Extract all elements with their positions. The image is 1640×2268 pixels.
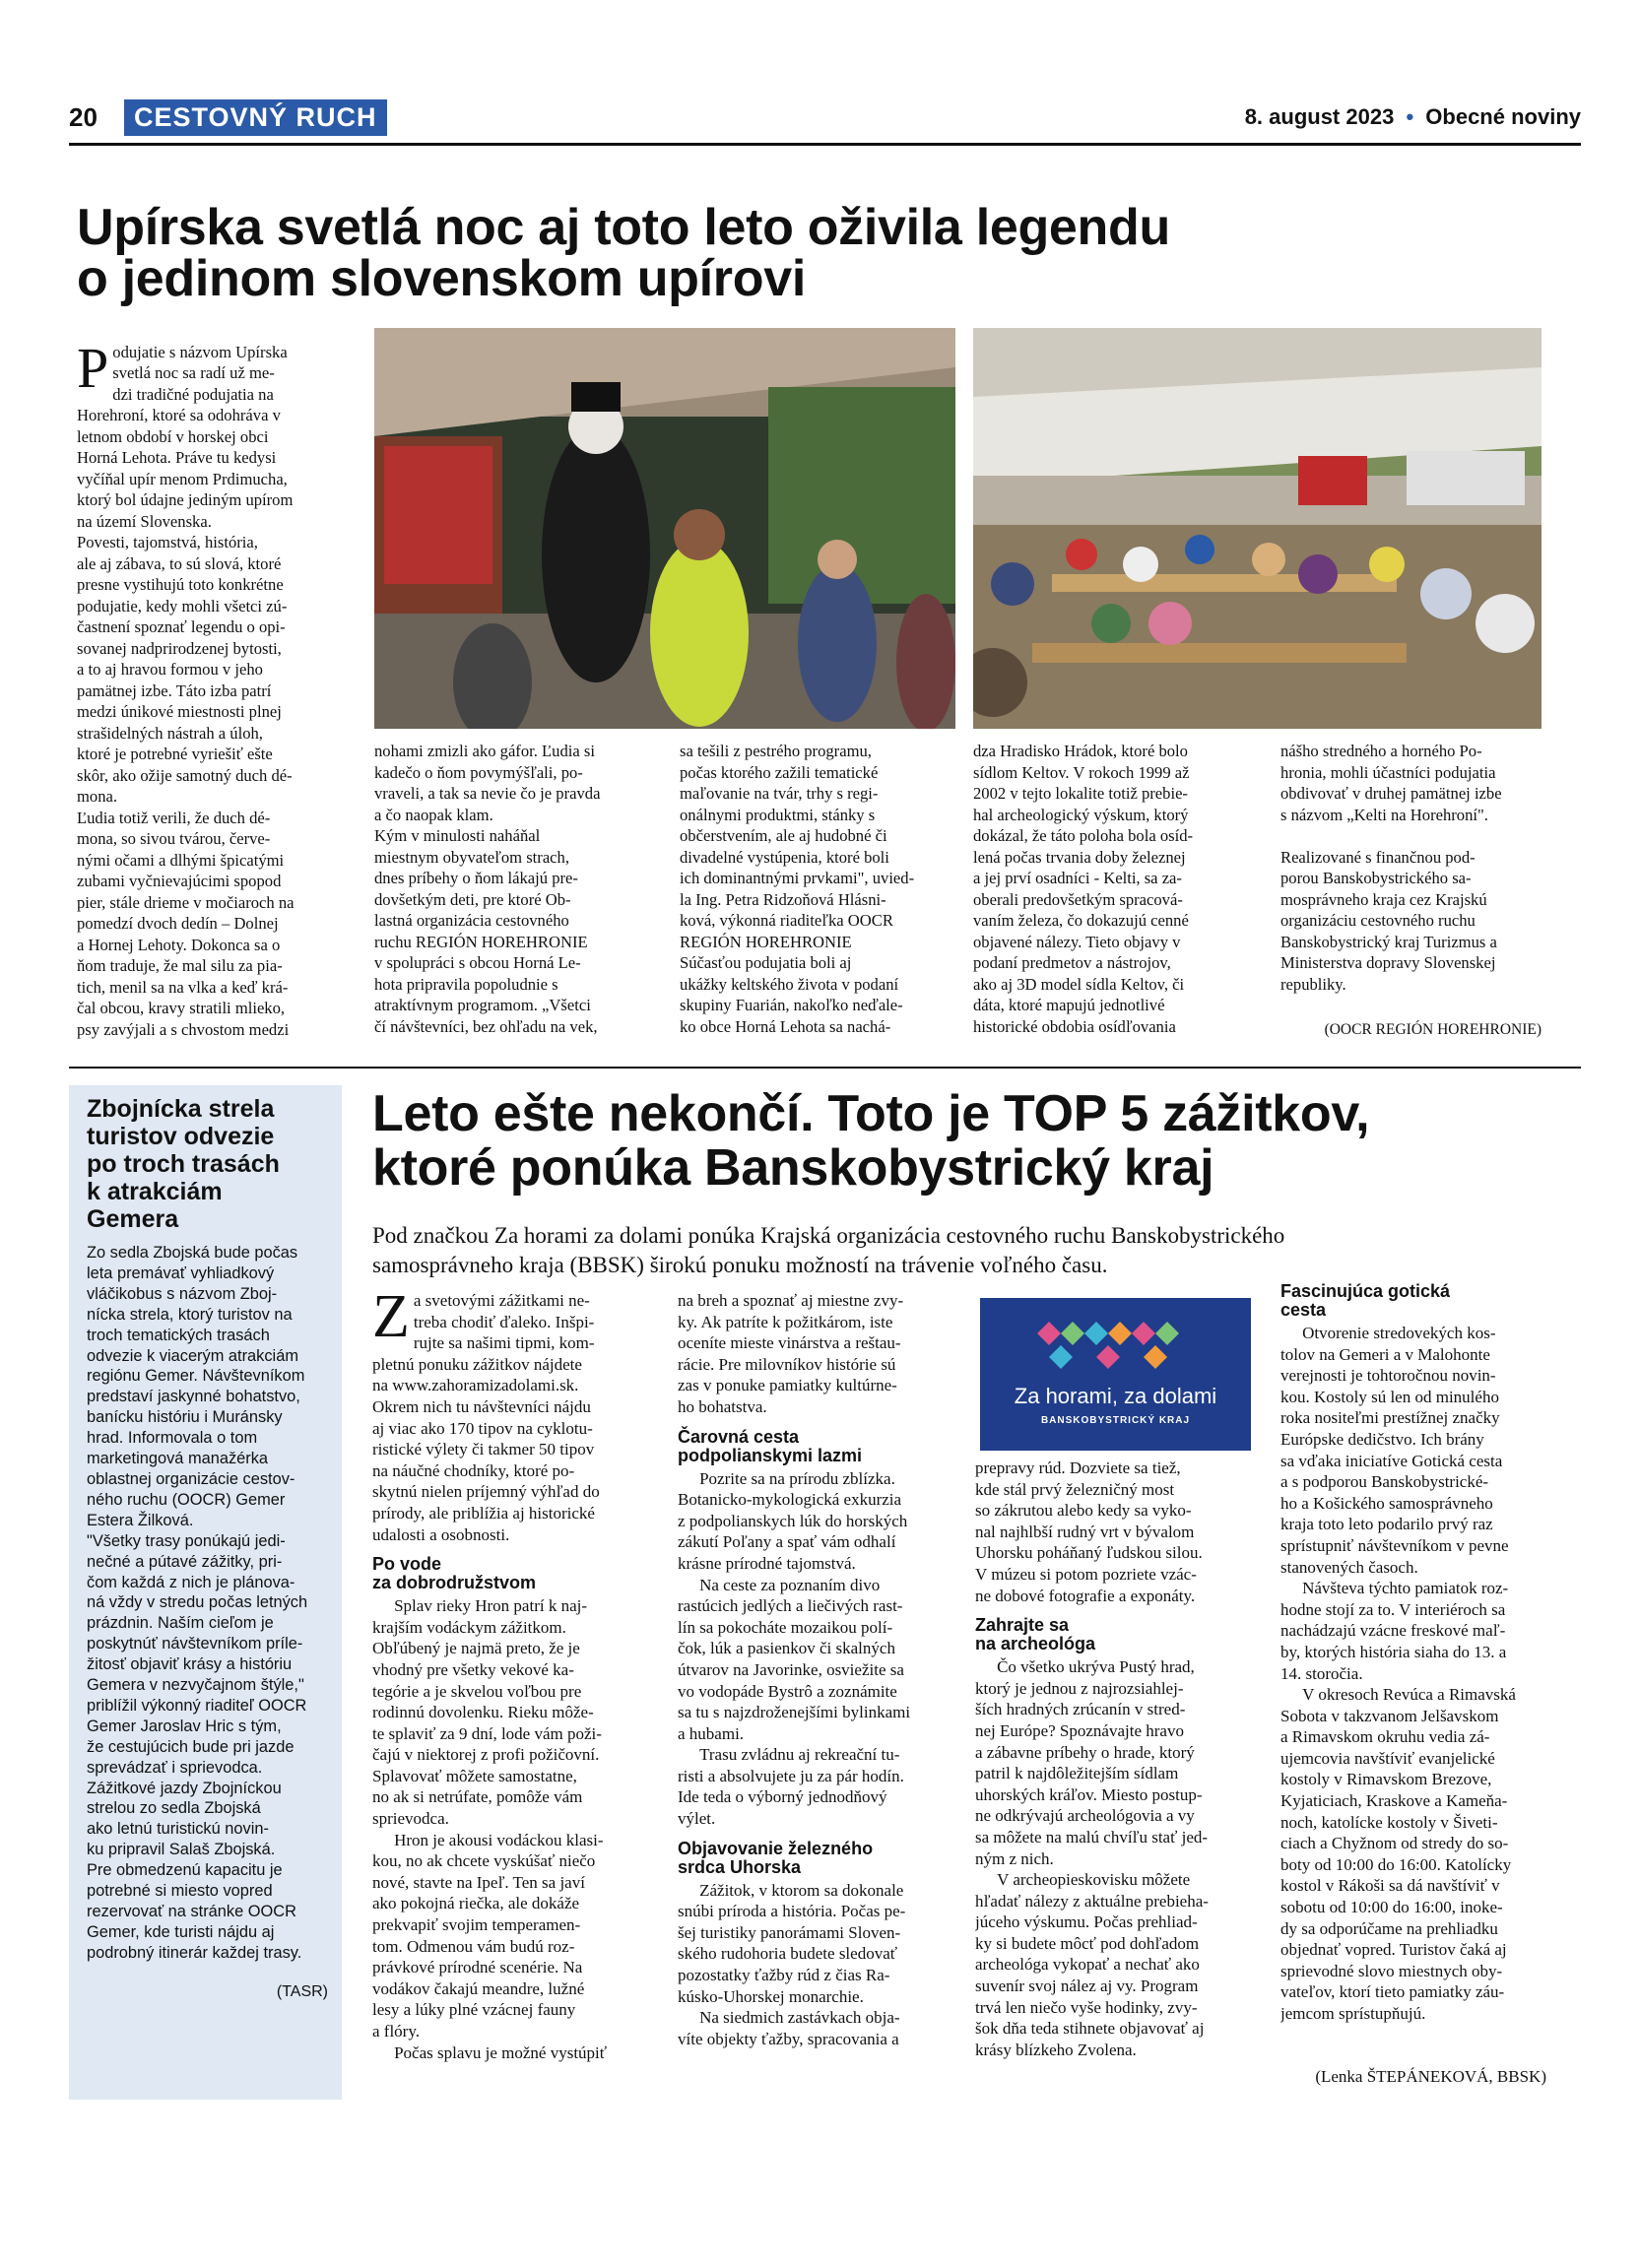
sidebar-title: Zbojnícka strela turistov odvezie po troch trasách k atrakciám Gemera <box>87 1095 280 1233</box>
sidebar-credit: (TASR) <box>276 1982 328 2000</box>
archeologa-para-2: V archeopieskovisku môžete hľadať nálezy z aktuálne prebieha- júceho výskumu. Počas prehliad- ky si budete môcť pod dohľadom archeológa vykopať a nechať ako suvenír svoj nález aj vy. Program trvá len niečo vyše hodinky, zvy- šok dňa teda stihnete objavovať aj krásy blízkeho Zvolena. <box>975 1870 1209 2059</box>
heading-archeologa: Zahrajte sa na archeológa <box>975 1615 1096 1654</box>
archeologa-para-1: Čo všetko ukrýva Pustý hrad, ktorý je jednou z najrozsiahlej- ších hradných zrúcanín v stred- nej Európe? Spoznávajte hravo a zábavne príbehy o hrade, ktorý patril k najdôležitejším sídlam uhorských kráľov. Miesto postup- ne odkrývajú archeológovia a vy sa môžete na malú chvíľu stať jed- ným z nich. <box>975 1657 1209 1868</box>
article2-title-line2: ktoré ponúka Banskobystrický kraj <box>372 1139 1214 1197</box>
article2-column-4 <box>1280 1282 1546 2050</box>
article2-column-1 <box>372 1290 643 2078</box>
sidebar-box <box>69 1085 342 2100</box>
article1-lead: odujatie s názvom Upírska svetlá noc sa radí už me- dzi tradičné podujatia na Horehroní, ktoré sa odohráva v letnom období v horskej obci Horná Lehota. Práve tu kedysi vyčíňal upír menom Prdimucha, ktorý bol údajne jediným upírom na území Slovenska. <box>77 342 294 531</box>
sidebar-body: Zo sedla Zbojská bude počas leta premávať vyhliadkový vláčikobus s názvom Zboj- nícka strela, ktorý turistov na troch tematických trasách odvezie k viacerým atrakciám regiónu Gemer. Návštevníkom predstaví jaskynné bohatstvo, banícku históriu i Muránsky hrad. Informovala o tom marketingová manažérka oblastnej organizácie cestov- ného ruchu (OOCR) Gemer Estera Žilková. "Všetky trasy ponúkajú jedi- nečné a pútavé zážitky, pri- čom každá z nich je plánova- ná vždy v stredu počas letných prázdnin. Naším cieľom je poskytnúť návštevníkom príle- žitosť objaviť krásy a históriu Gemera v nezvyčajnom štýle," priblížil výkonný riaditeľ OOCR Gemer Jaroslav Hric s tým, že cestujúcich bude pri jazde sprevádzať i sprievodca. Zážitkové jazdy Zbojníckou strelou zo sedla Zbojská ako letnú turistickú novin- ku pripravil Salaš Zbojská. Pre obmedzenú kapacitu je potrebné si miesto vopred rezervovať na stránke OOCR Gemer, kde turisti nájdu aj podrobný itinerár každej trasy. <box>87 1244 308 1962</box>
celtic-event-photo <box>973 328 1542 729</box>
gotika-para-1: Otvorenie stredovekých kos- tolov na Gemeri a v Malohonte verejnosti je tohtoročnou novin- kou. Kostoly sú len od minulého roka nositeľmi prestížnej značky Európske dedičstvo. Ich brány sa vďaka iniciatíve Gotická cesta a s podporou Banskobystrické- ho a Košického samosprávneho kraja toto leto podarilo prvý raz sprístupniť návštevníkom v pevne stanovených časoch. <box>1280 1324 1509 1577</box>
header-dateline <box>1245 104 1581 130</box>
article-divider <box>69 1067 1581 1069</box>
article1-drop-cap: P <box>77 335 109 400</box>
article1-title-line1: Upírska svetlá noc aj toto leto oživila legendu <box>77 199 1170 256</box>
article1-column-4: dza Hradisko Hrádok, ktoré bolo sídlom Keltov. V rokoch 1999 až 2002 v tejto lokalite totiž prebie- hal archeologický výskum, ktorý dokázal, že táto poloha bola osíd- lená počas trvania doby železnej a jej prví osadníci - Kelti, sa za- oberali predovšetkým spracová- vaním železa, čo dokazujú cenné objavené nálezy. Tieto objavy v podaní predmetov a nástrojov, ako aj 3D model sídla Keltov, či dáta, ktoré mapujú jednotlivé historické obdobia osídľovania <box>973 742 1194 1036</box>
heading-objavovanie: Objavovanie železného srdca Uhorska <box>678 1838 874 1877</box>
article2-title-line1: Leto ešte nekončí. Toto je TOP 5 zážitkov, <box>372 1085 1370 1142</box>
publication-name: Obecné noviny <box>1425 104 1581 129</box>
heading-po-vode: Po vode za dobrodružstvom <box>372 1554 537 1593</box>
objavovanie-para-2: Na siedmich zastávkach obja- víte objekty ťažby, spracovania a <box>678 2008 900 2048</box>
logo-subtext: BANSKOBYSTRICKÝ KRAJ <box>1040 1415 1191 1426</box>
logo-text: Za horami, za dolami <box>1014 1384 1217 1408</box>
za-horami-logo <box>980 1298 1251 1451</box>
article1-column-2: nohami zmizli ako gáfor. Ľudia si kadečo o ňom povymýšľali, po- vraveli, a tak sa nevie čo je pravda a čo naopak klam. Kým v minulosti naháňal miestnym obyvateľom strach, dnes príbehy o ňom lákajú pre- dovšetkým deti, pre ktoré Ob- lastná organizácia cestovného ruchu REGIÓN HOREHRONIE v spolupráci s obcou Horná Le- hota pripravila popoludnie s atraktívnym programom. „Všetci čí návštevníci, bez ohľadu na vek, <box>374 742 601 1036</box>
crowd-illustration <box>973 328 1542 729</box>
carovna-para-3: Trasu zvládnu aj rekreační tu- risti a absolvujete ju za pár hodín. Ide teda o výborný jednodňový výlet. <box>678 1745 904 1829</box>
page-number: 20 <box>69 102 98 132</box>
article1-title-line2: o jedinom slovenskom upírovi <box>77 250 806 307</box>
po-vode-para-1: Splav rieky Hron patrí k naj- krajším vodáckym zážitkom. Obľúbený je najmä preto, že je vhodný pre všetky vekové ka- tegórie a je skvelou voľbou pre rodinnú dovolenku. Rieku môže- te splaviť za 9 dní, lode vám poži- čajú v niektorej z profi požičovní. Splavovať môžete samostatne, no ak si netrúfate, pomôže vám sprievodca. <box>372 1596 602 1829</box>
article2-lead: Pod značkou Za horami za dolami ponúka Krajská organizácia cestovného ruchu Banskobystrického samosprávneho kraja (BBSK) širokú ponuku možností na trávenie voľného času. <box>372 1223 1285 1277</box>
article2-drop-cap: Z <box>372 1290 410 1350</box>
issue-date: 8. august 2023 <box>1244 104 1395 129</box>
gotika-para-2: Návšteva týchto pamiatok roz- hodne stojí za to. V interiéroch sa nachádzajú vzácne freskové maľ- by, ktorých história siaha do 13. a 14. storočia. <box>1280 1579 1509 1683</box>
article1-credit: (OOCR REGIÓN HOREHRONIE) <box>1324 1021 1542 1038</box>
vampire-event-photo <box>374 328 955 729</box>
carovna-para-2: Na ceste za poznaním divo rastúcich jedlých a liečivých rast- lín sa pokocháte mozaikou polí- čok, lúk a pasienkov či skalných útvarov na Javorinke, osviežite sa vo vodopáde Bystrô a zoznámite sa tu s najzdroženejšími bylinkami a hubami. <box>678 1575 911 1743</box>
header-rule <box>69 143 1581 146</box>
article1-column-5: nášho stredného a horného Po- hronia, mohli účastníci podujatia obdivovať v druhej pamätnej izbe s názvom „Kelti na Horehroní". Realizované s finančnou pod- porou Banskobystrického sa- mosprávneho kraja cez Krajskú organizáciu cestovného ruchu Banskobystrický kraj Turizmus a Ministerstva dopravy Slovenskej republiky. <box>1280 742 1502 994</box>
gotika-para-3: V okresoch Revúca a Rimavská Sobota v takzvanom Jelšavskom a Rimavskom okruhu vedia zá- ujemcovia navštíviť evanjelické kostoly v Rimavskom Brezove, Kyjaticiach, Kraskove a Kameňa- noch, katolícke kostoly v Šiveti- ciach a Chyžnom od stredy do so- boty od 10:00 do 16:00. Katolícky kostol v Rákoši sa dá navštíviť v sobotu od 10:00 do 16:00, inoke- dy sa odporúčame na prehliadku objednať vopred. Turistov čaká aj sprievodné slovo miestnych oby- vateľov, ktorí tieto pamiatky záu- jemcom sprístupňujú. <box>1280 1685 1516 2023</box>
col3-para-0: prepravy rúd. Dozviete sa tiež, kde stál prvý železničný most so zákrutou alebo kedy sa vyko- nal najhlbší rudný vrt v bývalom Uhorsku poháňaný ľudskou silou. V múzeu si potom pozriete vzác- ne dobové fotografie a exponáty. <box>975 1458 1203 1605</box>
logo-pattern-icon <box>1027 1316 1205 1375</box>
heading-gotika: Fascinujúca gotická cesta <box>1280 1282 1451 1320</box>
article2-intro: a svetovými zážitkami ne- treba chodiť ďaleko. Inšpi- rujte sa našimi tipmi, kom- pletnú ponuku zážitkov nájdete na www.zahoramizadolami.sk. Okrem nich tu návštevníci nájdu aj viac ako 170 tipov na cyklotu- ristické výlety či takmer 50 tipov na náučné chodníky, ktoré po- skytnú nielen príjemný výhľad do prírody, ale priblížia aj historické udalosti a osobnosti. <box>372 1291 600 1544</box>
header-separator: • <box>1406 104 1414 129</box>
article2-title <box>372 1087 1369 1196</box>
col2-para-0: na breh a spoznať aj miestne zvy- ky. Ak patríte k požitkárom, iste oceníte mieste vinárstva a reštau- rácie. Pre milovníkov histórie sú zas v ponuke pamiatky kultúrne- ho bohatstva. <box>678 1291 904 1416</box>
article1-column-3: sa tešili z pestrého programu, počas ktorého zažili tematické maľovanie na tvár, trhy s regi- onálnymi produktmi, stánky s občerstvením, ale aj hudobné či divadelné vystúpenia, ktoré boli ich dominantnými prvkami", uvied- la Ing. Petra Ridzoňová Hlásni- ková, výkonná riaditeľka OOCR REGIÓN HOREHRONIE Súčasťou podujatia boli aj ukážky keltského života v podaní skupiny Fuarián, nakoľko neďale- ko obce Horná Lehota sa nachá- <box>680 742 915 1036</box>
article1-column-1 <box>77 320 343 1054</box>
article1-col1-text: Povesti, tajomstvá, história, ale aj zábava, to sú slová, ktoré presne vystihujú toto konkrétne podujatie, kedy mohli všetci zú- častnení spoznať legendu o opi- sovanej nadprirodzenej bytosti, a to aj hravou formou v jeho pamätnej izbe. Táto izba patrí medzi únikové miestnosti plnej strašidelných nástrah a úloh, ktoré je potrebné vyriešiť ešte skôr, ako ožije samotný duch dé- mona. Ľudia totiž verili, že duch dé- mona, so sivou tvárou, červe- nými očami a dlhými špicatými zubami vyčnievajúcimi spopod pier, stále drieme v močiaroch na pomedzí dvoch dedín – Dolnej a Hornej Lehoty. Dokonca sa o ňom traduje, že mal silu za pia- tich, menil sa na vlka a keď krá- čal obcou, kravy stratili mlieko, psy zavýjali a s chvostom medzi <box>77 533 295 1039</box>
article2-column-3 <box>975 1458 1256 2078</box>
carovna-para-1: Pozrite sa na prírodu zblízka. Botanicko-mykologická exkurzia z podpolianskych lúk do horských zákutí Poľany a spať vám odhalí krásne prírodné tajomstvá. <box>678 1468 908 1573</box>
article2-column-2 <box>678 1290 953 2078</box>
section-label: CESTOVNÝ RUCH <box>124 99 387 136</box>
objavovanie-para-1: Zážitok, v ktorom sa dokonale snúbi príroda a história. Počas pe- šej turistiky panorámami Sloven- ského rudohoria budete sledovať pozostatky ťažby rúd z čias Ra- kúsko-Uhorskej monarchie. <box>678 1880 906 2006</box>
po-vode-para-2: Hron je akousi vodáckou klasi- kou, no ak chcete vyskúšať niečo nové, stavte na Ipeľ. Ten sa javí ako pokojná riečka, ale dokáže prekvapiť svojim temperamen- tom. Odmenou vám budú roz- právkové prírodné scenérie. Na vodákov čakajú meandre, lužné lesy a lúky plné vzácnej fauny a flóry. <box>372 1830 604 2041</box>
article2-credit: (Lenka ŠTEPÁNEKOVÁ, BBSK) <box>1315 2067 1546 2086</box>
heading-carovna-cesta: Čarovná cesta podpolianskymi lazmi <box>678 1426 863 1465</box>
article1-title <box>77 199 1170 307</box>
po-vode-para-3: Počas splavu je možné vystúpiť <box>394 2042 608 2062</box>
vampire-event-illustration <box>374 328 955 729</box>
